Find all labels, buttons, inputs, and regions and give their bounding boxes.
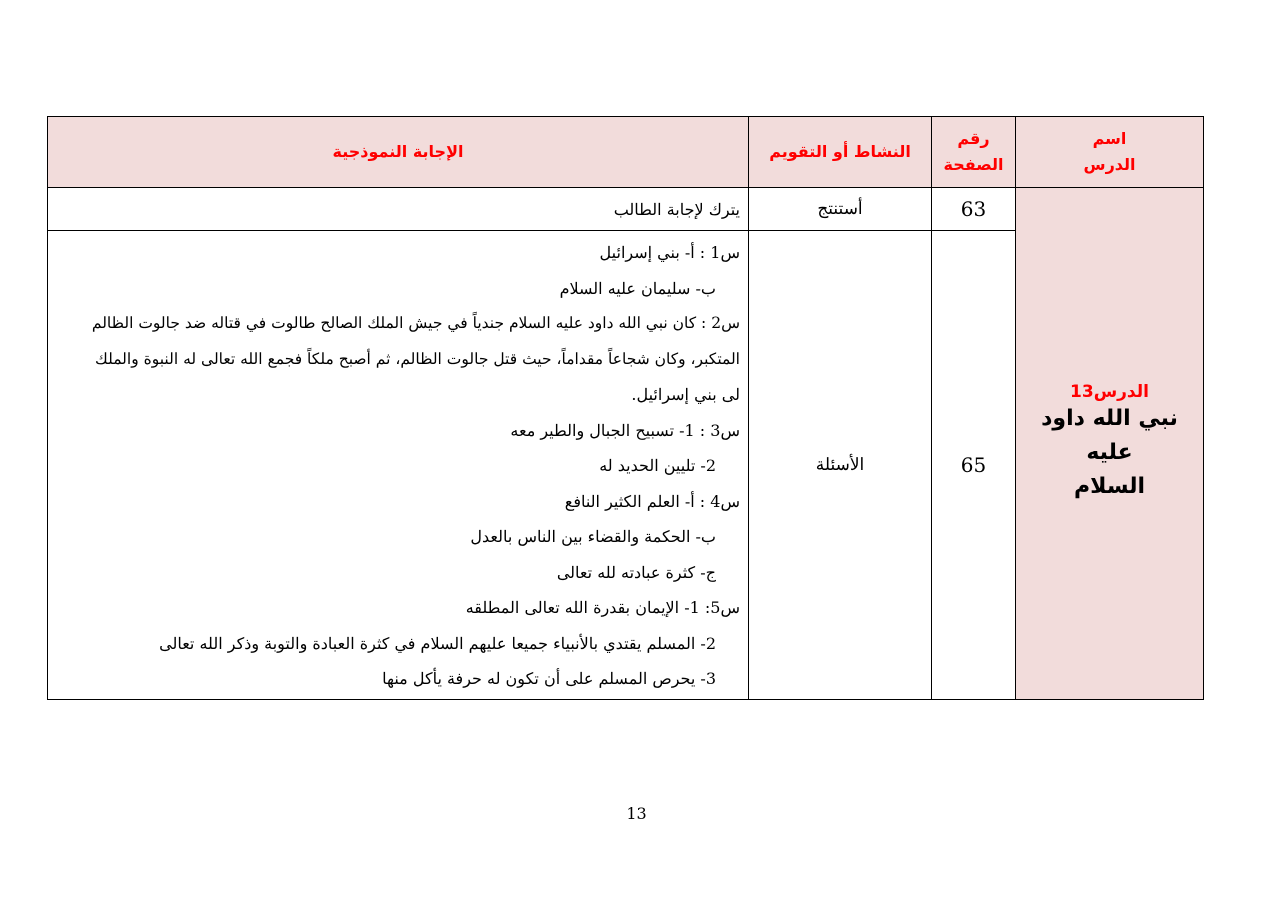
answer-line: س5: 1- الإيمان بقدرة الله تعالى المطلقه bbox=[465, 598, 740, 617]
answer-line: لى بني إسرائيل. bbox=[631, 385, 740, 404]
page-number-cell: 63 bbox=[932, 188, 1016, 231]
answer-line: يترك لإجابة الطالب bbox=[613, 200, 740, 220]
answer-line: ب- الحكمة والقضاء بين الناس بالعدل bbox=[470, 527, 716, 546]
answer-line: س2 : كان نبي الله داود عليه السلام جندياً في جيش الملك الصالح طالوت في قتاله ضد جالوت الظالم bbox=[91, 314, 740, 332]
answer-line: س3 : 1- تسبيح الجبال والطير معه bbox=[510, 420, 740, 440]
answer-cell bbox=[48, 188, 749, 231]
answer-line: س4 : أ- العلم الكثير النافع bbox=[564, 491, 740, 511]
page-number-cell: 65 bbox=[932, 231, 1016, 700]
lesson-number: الدرس13 bbox=[1070, 382, 1149, 403]
answer-line: 2- تليين الحديد له bbox=[599, 456, 716, 475]
lesson-cell bbox=[1016, 188, 1204, 700]
answer-cell bbox=[48, 231, 749, 700]
answer-key-table bbox=[47, 116, 1204, 700]
answer-line: ب- سليمان عليه السلام bbox=[559, 278, 716, 298]
header-page-number: رقم الصفحة bbox=[932, 117, 1016, 188]
answer-line: 2- المسلم يقتدي بالأنبياء جميعا عليهم السلام في كثرة العبادة والتوبة وذكر الله تعالى bbox=[159, 633, 716, 653]
page-number-footer: 13 bbox=[626, 804, 647, 823]
activity-cell: الأسئلة bbox=[749, 231, 932, 700]
header-row bbox=[48, 117, 1204, 188]
answer-line: ج- كثرة عبادته لله تعالى bbox=[556, 562, 716, 582]
header-model-answer: الإجابة النموذجية bbox=[48, 117, 749, 188]
answer-line: المتكبر، وكان شجاعاً مقداماً، حيث قتل جالوت الظالم، ثم أصبح ملكاً فجمع الله تعالى له النبوة والملك bbox=[95, 349, 740, 368]
lesson-title-line1: نبي الله داود عليه bbox=[1041, 406, 1178, 466]
table-row bbox=[48, 188, 1204, 231]
activity-cell: أستنتج bbox=[749, 188, 932, 231]
answer-line: س1 : أ- بني إسرائيل bbox=[599, 243, 740, 262]
answer-line: 3- يحرص المسلم على أن تكون له حرفة يأكل منها bbox=[382, 669, 716, 688]
header-activity: النشاط أو التقويم bbox=[749, 117, 932, 188]
lesson-title-line2: السلام bbox=[1073, 474, 1146, 500]
header-lesson-name: اسم الدرس bbox=[1016, 117, 1204, 188]
